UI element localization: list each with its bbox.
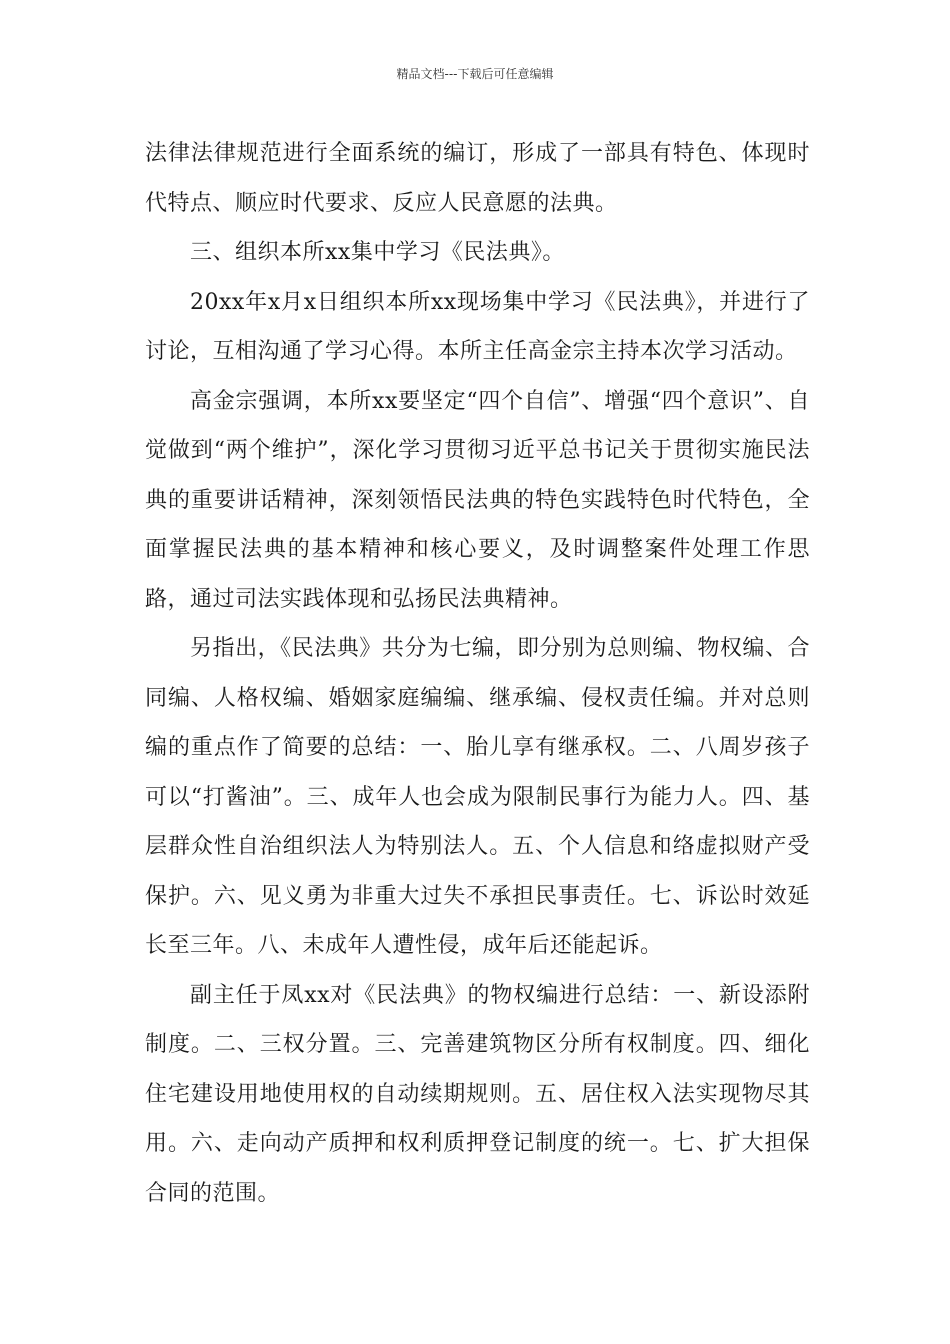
- paragraph: 高金宗强调，本所xx要坚定“四个自信”、增强“四个意识”、自觉做到“两个维护”，深化学习贯彻习近平总书记关于贯彻实施民法典的重要讲话精神，深刻领悟民法典的特色实践特色时代特色，全面掌握民法典的基本精神和核心要义，及时调整案件处理工作思路，通过司法实践体现和弘扬民法典精神。: [145, 388, 810, 612]
- document-body: [145, 129, 810, 1218]
- paragraph: 20xx年x月x日组织本所xx现场集中学习《民法典》，并进行了讨论，互相沟通了学习心得。本所主任高金宗主持本次学习活动。: [145, 289, 810, 364]
- page-header: 精品文档---下载后可任意编辑: [396, 67, 554, 81]
- section-heading: 三、组织本所xx集中学习《民法典》。: [190, 240, 565, 265]
- paragraph: 副主任于凤xx对《民法典》的物权编进行总结：一、新设添附制度。二、三权分置。三、完善建筑物区分所有权制度。四、细化住宅建设用地使用权的自动续期规则。五、居住权入法实现物尽其用。六、走向动产质押和权利质押登记制度的统一。七、扩大担保合同的范围。: [145, 982, 810, 1206]
- paragraph: 另指出，《民法典》共分为七编，即分别为总则编、物权编、合同编、人格权编、婚姻家庭编编、继承编、侵权责任编。并对总则编的重点作了简要的总结：一、胎儿享有继承权。二、八周岁孩子可以“打酱油”。三、成年人也会成为限制民事行为能力人。四、基层群众性自治组织法人为特别法人。五、个人信息和络虚拟财产受保护。六、见义勇为非重大过失不承担民事责任。七、诉讼时效延长至三年。八、未成年人遭性侵，成年后还能起诉。: [145, 636, 810, 958]
- paragraph-continuation: 法律法律规范进行全面系统的编订，形成了一部具有特色、体现时代特点、顺应时代要求、反应人民意愿的法典。: [145, 141, 810, 216]
